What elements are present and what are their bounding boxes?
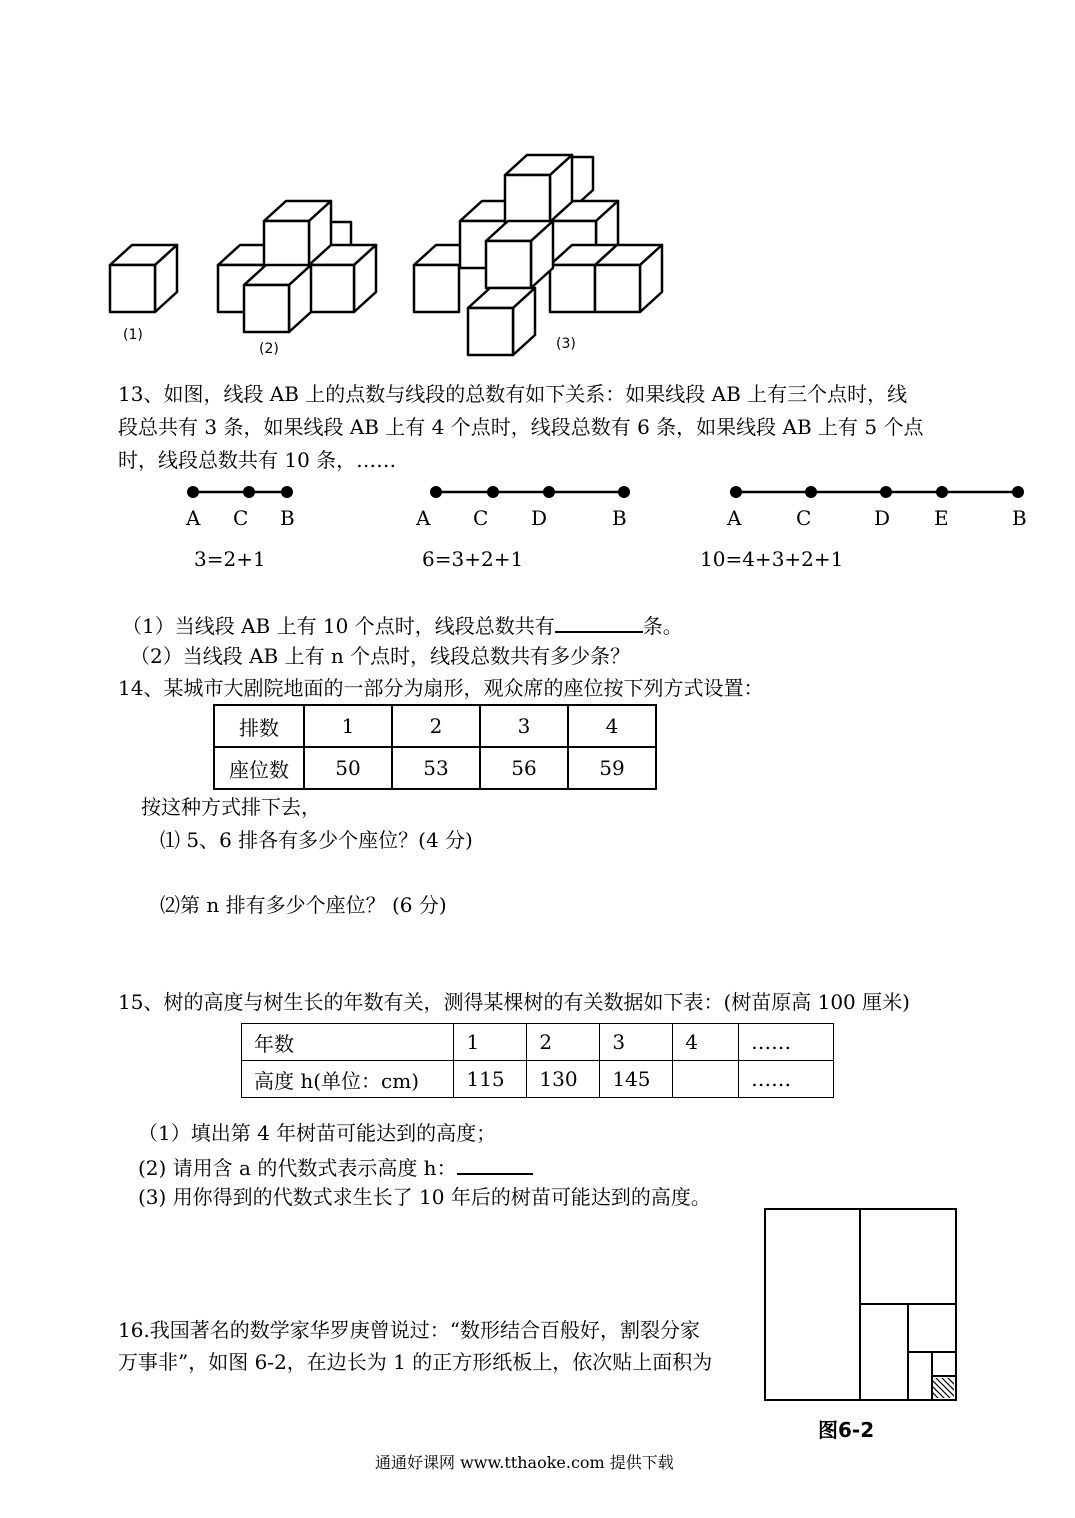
seg1-point-c xyxy=(243,486,255,498)
table-cell: 1 xyxy=(304,705,392,747)
q13-line-2: 段总共有 3 条，如果线段 AB 上有 4 个点时，线段总数有 6 条，如果线段 AB 上有 5 个点 xyxy=(118,415,924,439)
segment-diagrams xyxy=(0,480,1075,504)
q15-intro: 15、树的高度与树生长的年数有关，测得某棵树的有关数据如下表：(树苗原高 100 厘米) xyxy=(118,990,910,1014)
table-cell: 3 xyxy=(600,1024,673,1061)
q14-intro: 14、某城市大剧院地面的一部分为扇形，观众席的座位按下列方式设置： xyxy=(118,676,764,700)
seg3-point-a xyxy=(730,486,742,498)
seg1-point-b xyxy=(281,486,293,498)
cube-label-2: (2) xyxy=(259,341,279,357)
square-figure xyxy=(764,1208,958,1402)
single-cube xyxy=(110,245,177,312)
q16-line-1: 16.我国著名的数学家华罗庚曾说过：“数形结合百般好，割裂分家 xyxy=(118,1318,701,1342)
seg2-label-c: C xyxy=(473,506,489,530)
table-cell: 2 xyxy=(392,705,480,747)
table-cell: 座位数 xyxy=(214,747,304,789)
cube-figures xyxy=(100,145,680,360)
q15-sub-2 xyxy=(138,1153,533,1180)
table-cell: …… xyxy=(739,1024,834,1061)
table-row xyxy=(214,747,656,789)
table-cell: 130 xyxy=(527,1061,600,1098)
q15-answer-blank[interactable] xyxy=(457,1153,533,1175)
cube-stack-3 xyxy=(414,155,662,355)
seg2-point-c xyxy=(487,486,499,498)
seg3-point-c xyxy=(805,486,817,498)
q13-sub-2: （2）当线段 AB 上有 n 个点时，线段总数共有多少条？ xyxy=(130,644,631,668)
seg3-point-b xyxy=(1012,486,1024,498)
seg3-point-e xyxy=(936,486,948,498)
table-cell: 2 xyxy=(527,1024,600,1061)
q15-sub-1: （1）填出第 4 年树苗可能达到的高度； xyxy=(138,1121,497,1145)
table-row xyxy=(242,1024,834,1061)
seg3-label-e: E xyxy=(934,506,949,530)
table-cell: …… xyxy=(739,1061,834,1098)
table-cell-year-4-height[interactable] xyxy=(673,1061,739,1098)
seg1-label-a: A xyxy=(186,506,201,530)
cube-label-3: (3) xyxy=(556,336,576,352)
seg3-label-d: D xyxy=(874,506,891,530)
q13-line-1: 13、如图，线段 AB 上的点数与线段的总数有如下关系：如果线段 AB 上有三个点时，线 xyxy=(118,382,908,406)
q14-after: 按这种方式排下去， xyxy=(141,795,321,819)
page-footer: 通通好课网 www.tthaoke.com 提供下载 xyxy=(375,1453,674,1472)
tree-height-table xyxy=(241,1023,834,1098)
seg1-point-a xyxy=(187,486,199,498)
q14-sub-1: ⑴ 5、6 排各有多少个座位？(4 分) xyxy=(160,828,473,852)
q13-sub-1 xyxy=(122,611,683,638)
table-cell: 50 xyxy=(304,747,392,789)
figure-caption: 图6-2 xyxy=(818,1418,875,1442)
table-cell: 115 xyxy=(454,1061,527,1098)
seg3-point-d xyxy=(880,486,892,498)
q15-sub-2-text: (2) 请用含 a 的代数式表示高度 h： xyxy=(138,1156,457,1180)
seg1-label-b: B xyxy=(280,506,295,530)
seg1-label-c: C xyxy=(233,506,249,530)
seg2-point-d xyxy=(543,486,555,498)
table-row xyxy=(242,1061,834,1098)
table-cell: 年数 xyxy=(242,1024,454,1061)
q13-answer-blank[interactable] xyxy=(555,611,643,633)
table-cell: 1 xyxy=(454,1024,527,1061)
seg2-label-b: B xyxy=(612,506,627,530)
q14-sub-2: ⑵第 n 排有多少个座位？ (6 分) xyxy=(160,893,447,917)
hatched-square xyxy=(916,1376,958,1402)
q16-line-2: 万事非”，如图 6-2，在边长为 1 的正方形纸板上，依次贴上面积为 xyxy=(118,1350,713,1374)
table-cell: 排数 xyxy=(214,705,304,747)
seg3-label-b: B xyxy=(1012,506,1027,530)
seg2-point-a xyxy=(430,486,442,498)
table-row xyxy=(214,705,656,747)
q13-sub-1-unit: 条。 xyxy=(642,614,683,638)
seg3-formula: 10=4+3+2+1 xyxy=(700,547,844,571)
table-cell: 145 xyxy=(600,1061,673,1098)
cube-label-1: (1) xyxy=(123,327,143,343)
seg2-label-d: D xyxy=(531,506,548,530)
table-cell: 4 xyxy=(673,1024,739,1061)
seg2-point-b xyxy=(618,486,630,498)
table-cell: 3 xyxy=(480,705,568,747)
seg2-formula: 6=3+2+1 xyxy=(422,547,524,571)
table-cell: 高度 h(单位：cm) xyxy=(242,1061,454,1098)
table-cell: 56 xyxy=(480,747,568,789)
q13-line-3: 时，线段总数共有 10 条，…… xyxy=(118,448,397,472)
table-cell: 59 xyxy=(568,747,656,789)
table-cell: 53 xyxy=(392,747,480,789)
cube-stack-2 xyxy=(218,201,376,332)
table-cell: 4 xyxy=(568,705,656,747)
seg3-label-a: A xyxy=(727,506,742,530)
seg1-formula: 3=2+1 xyxy=(194,547,266,571)
seat-table xyxy=(213,704,657,790)
seg3-label-c: C xyxy=(796,506,812,530)
seg2-label-a: A xyxy=(416,506,431,530)
q13-sub-1-text: （1）当线段 AB 上有 10 个点时，线段总数共有 xyxy=(122,614,555,638)
q15-sub-3: (3) 用你得到的代数式求生长了 10 年后的树苗可能达到的高度。 xyxy=(138,1185,711,1209)
